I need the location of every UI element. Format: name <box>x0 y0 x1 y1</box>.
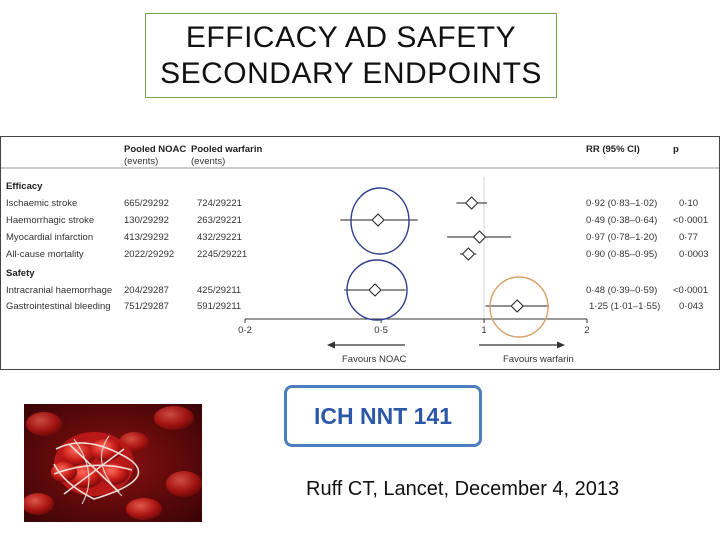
row-rr-text: 0·90 (0·85–0·95) <box>586 249 658 260</box>
row-noac-events: 413/29292 <box>124 232 169 243</box>
forest-marks <box>340 177 549 319</box>
header-warfarin: Pooled warfarin <box>191 144 263 155</box>
row-p-value: 0·043 <box>679 301 704 312</box>
row-noac-events: 130/29292 <box>124 215 169 226</box>
row-warfarin-events: 2245/29221 <box>197 249 248 260</box>
row-warfarin-events: 263/29221 <box>197 215 242 226</box>
row-outcome: Gastrointestinal bleeding <box>6 301 111 312</box>
x-axis-tick-label: 2 <box>584 325 590 336</box>
section-efficacy: Efficacy <box>6 181 43 192</box>
blood-clot-illustration <box>24 404 202 522</box>
row-all-cause-mortality <box>6 249 709 260</box>
ich-nnt-label: ICH NNT 141 <box>313 402 453 429</box>
row-rr-text: 0·49 (0·38–0·64) <box>586 215 658 226</box>
row-rr-text: 0·48 (0·39–0·59) <box>586 285 658 296</box>
row-noac-events: 665/29292 <box>124 198 169 209</box>
row-p-value: 0·0003 <box>679 249 709 260</box>
row-p-value: 0·10 <box>679 198 699 209</box>
ich-nnt-callout <box>284 385 482 447</box>
row-myocardial-infarction <box>6 232 698 243</box>
row-outcome: All-cause mortality <box>6 249 84 260</box>
point-estimate-diamond <box>511 300 523 312</box>
arrow-right-icon <box>557 342 565 349</box>
header-p: p <box>673 144 679 155</box>
point-estimate-diamond <box>474 231 486 243</box>
row-p-value: <0·0001 <box>673 215 709 226</box>
header-noac-sub: (events) <box>124 156 159 167</box>
header-warfarin-sub: (events) <box>191 156 226 167</box>
row-outcome: Haemorrhagic stroke <box>6 215 95 226</box>
row-noac-events: 204/29287 <box>124 285 169 296</box>
row-rr-text: 1·25 (1·01–1·55) <box>589 301 661 312</box>
x-axis-tick-label: 1 <box>481 325 487 336</box>
row-p-value: <0·0001 <box>673 285 709 296</box>
arrow-left-icon <box>327 342 335 349</box>
row-warfarin-events: 591/29211 <box>197 301 242 312</box>
section-safety: Safety <box>6 268 35 279</box>
slide-title-line1: EFFICACY AD SAFETY <box>185 20 517 54</box>
row-p-value: 0·77 <box>679 232 699 243</box>
favours-warfarin-label: Favours warfarin <box>503 354 574 365</box>
row-warfarin-events: 425/29211 <box>197 285 242 296</box>
row-outcome: Ischaemic stroke <box>6 198 78 209</box>
slide-title-box <box>145 13 557 98</box>
citation-text: Ruff CT, Lancet, December 4, 2013 <box>306 478 620 500</box>
row-warfarin-events: 432/29221 <box>197 232 242 243</box>
row-ischaemic-stroke <box>6 198 698 209</box>
point-estimate-diamond <box>372 214 384 226</box>
row-rr-text: 0·92 (0·83–1·02) <box>586 198 658 209</box>
forest-plot-figure <box>0 136 720 370</box>
x-axis-ticks <box>238 319 590 336</box>
row-rr-text: 0·97 (0·78–1·20) <box>586 232 658 243</box>
slide-title-line2: SECONDARY ENDPOINTS <box>160 56 542 90</box>
header-rr: RR (95% CI) <box>586 144 640 155</box>
header-noac: Pooled NOAC <box>124 144 187 155</box>
point-estimate-diamond <box>462 248 474 260</box>
row-warfarin-events: 724/29221 <box>197 198 242 209</box>
row-outcome: Intracranial haemorrhage <box>6 285 113 296</box>
point-estimate-diamond <box>466 197 478 209</box>
row-outcome: Myocardial infarction <box>6 232 94 243</box>
x-axis-tick-label: 0·5 <box>374 325 388 336</box>
x-axis-tick-label: 0·2 <box>238 325 252 336</box>
point-estimate-diamond <box>369 284 381 296</box>
row-noac-events: 2022/29292 <box>124 249 175 260</box>
blood-clot-image <box>24 404 202 522</box>
row-noac-events: 751/29287 <box>124 301 169 312</box>
forest-plot-svg <box>1 137 719 369</box>
favours-noac-label: Favours NOAC <box>342 354 407 365</box>
